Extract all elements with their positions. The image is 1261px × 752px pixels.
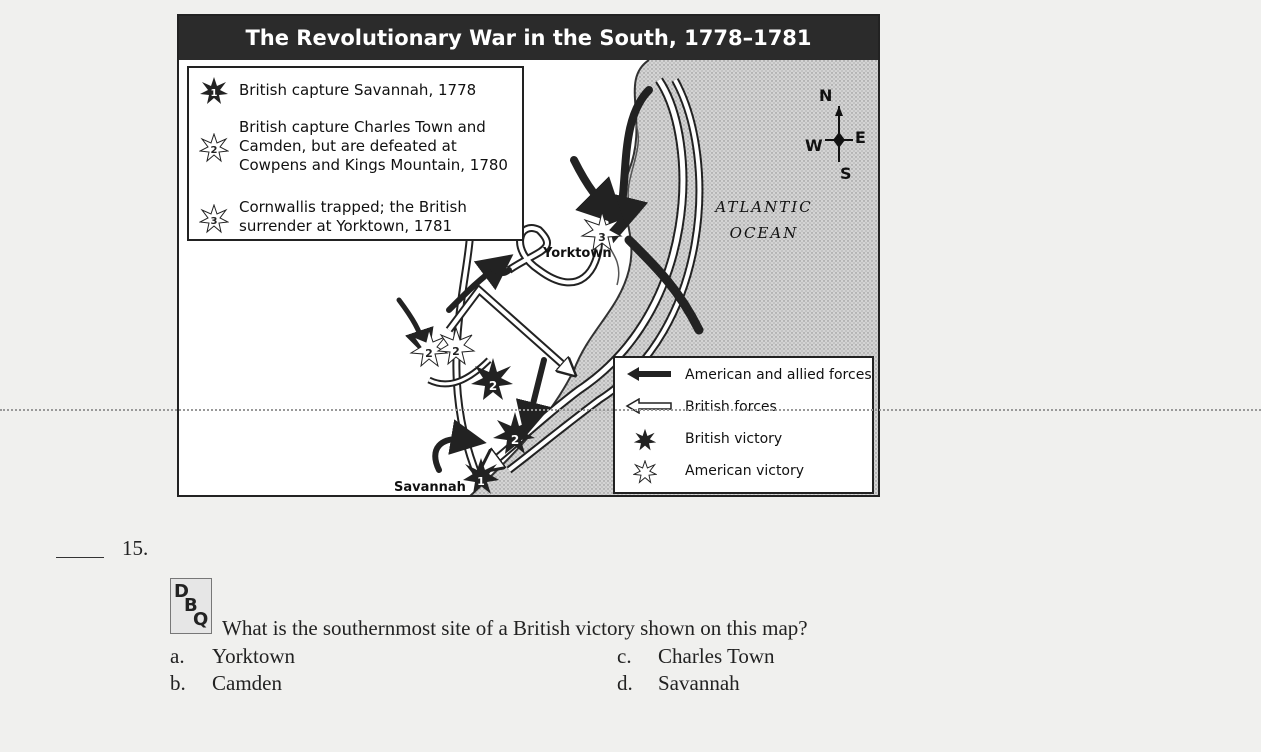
map-key bbox=[613, 356, 874, 494]
paper-fold-line bbox=[0, 409, 1261, 411]
ocean-label-line1: ATLANTIC bbox=[715, 198, 813, 216]
choice-d-text[interactable]: Savannah bbox=[658, 671, 740, 695]
answer-blank[interactable] bbox=[56, 557, 104, 558]
key-american-forces: American and allied forces bbox=[685, 367, 872, 383]
choice-b-letter: b. bbox=[170, 671, 186, 695]
choice-d-letter: d. bbox=[617, 671, 633, 695]
british-victory-marker-camden bbox=[471, 358, 513, 400]
svg-text:1: 1 bbox=[210, 88, 218, 99]
british-victory-icon bbox=[199, 76, 229, 106]
american-forces-arrow-icon bbox=[625, 366, 673, 382]
compass-south: S bbox=[840, 164, 852, 183]
revolutionary-war-map bbox=[177, 14, 880, 497]
dbq-icon: D B Q bbox=[170, 578, 212, 634]
american-victory-icon bbox=[199, 204, 229, 234]
marker-2-camden-label: 2 bbox=[488, 379, 498, 393]
legend-event-3: Cornwallis trapped; the British surrender at Yorktown, 1781 bbox=[239, 198, 467, 235]
legend-event-2: British capture Charles Town and Camden, but are defeated at Cowpens and Kings Mountain, 1780 bbox=[239, 118, 508, 174]
compass-north: N bbox=[819, 86, 833, 105]
choice-a-letter: a. bbox=[170, 644, 185, 668]
key-british-victory: British victory bbox=[685, 431, 783, 447]
choice-b-text[interactable]: Camden bbox=[212, 671, 282, 695]
key-british-forces: British forces bbox=[685, 399, 777, 415]
marker-1-label: 1 bbox=[477, 475, 485, 488]
question-number: 15. bbox=[122, 536, 149, 560]
legend-event-1: British capture Savannah, 1778 bbox=[239, 81, 477, 99]
yorktown-label: Yorktown bbox=[543, 246, 612, 261]
compass-rose-icon bbox=[823, 104, 855, 164]
compass-east: E bbox=[855, 128, 866, 147]
choice-c-text[interactable]: Charles Town bbox=[658, 644, 775, 668]
choice-a-text[interactable]: Yorktown bbox=[212, 644, 296, 668]
svg-text:2: 2 bbox=[210, 145, 218, 156]
compass-west: W bbox=[805, 136, 823, 155]
marker-2-charles-town-label: 2 bbox=[510, 433, 520, 447]
marker-2-kings-mountain-label: 2 bbox=[425, 347, 433, 360]
question-text: What is the southernmost site of a British victory shown on this map? bbox=[222, 616, 808, 640]
key-american-victory: American victory bbox=[685, 463, 805, 479]
choice-c-letter: c. bbox=[617, 644, 632, 668]
american-victory-icon bbox=[633, 460, 657, 484]
british-forces-arrow-icon bbox=[625, 398, 673, 414]
american-victory-icon bbox=[199, 133, 229, 163]
british-victory-icon bbox=[633, 428, 657, 452]
savannah-label: Savannah bbox=[394, 480, 466, 495]
marker-2-cowpens-label: 2 bbox=[452, 345, 460, 358]
svg-text:3: 3 bbox=[210, 216, 218, 227]
ocean-label-line2: OCEAN bbox=[729, 224, 799, 242]
events-legend bbox=[187, 66, 524, 241]
marker-3-label: 3 bbox=[598, 231, 606, 244]
map-title: The Revolutionary War in the South, 1778–1781 bbox=[179, 16, 878, 60]
